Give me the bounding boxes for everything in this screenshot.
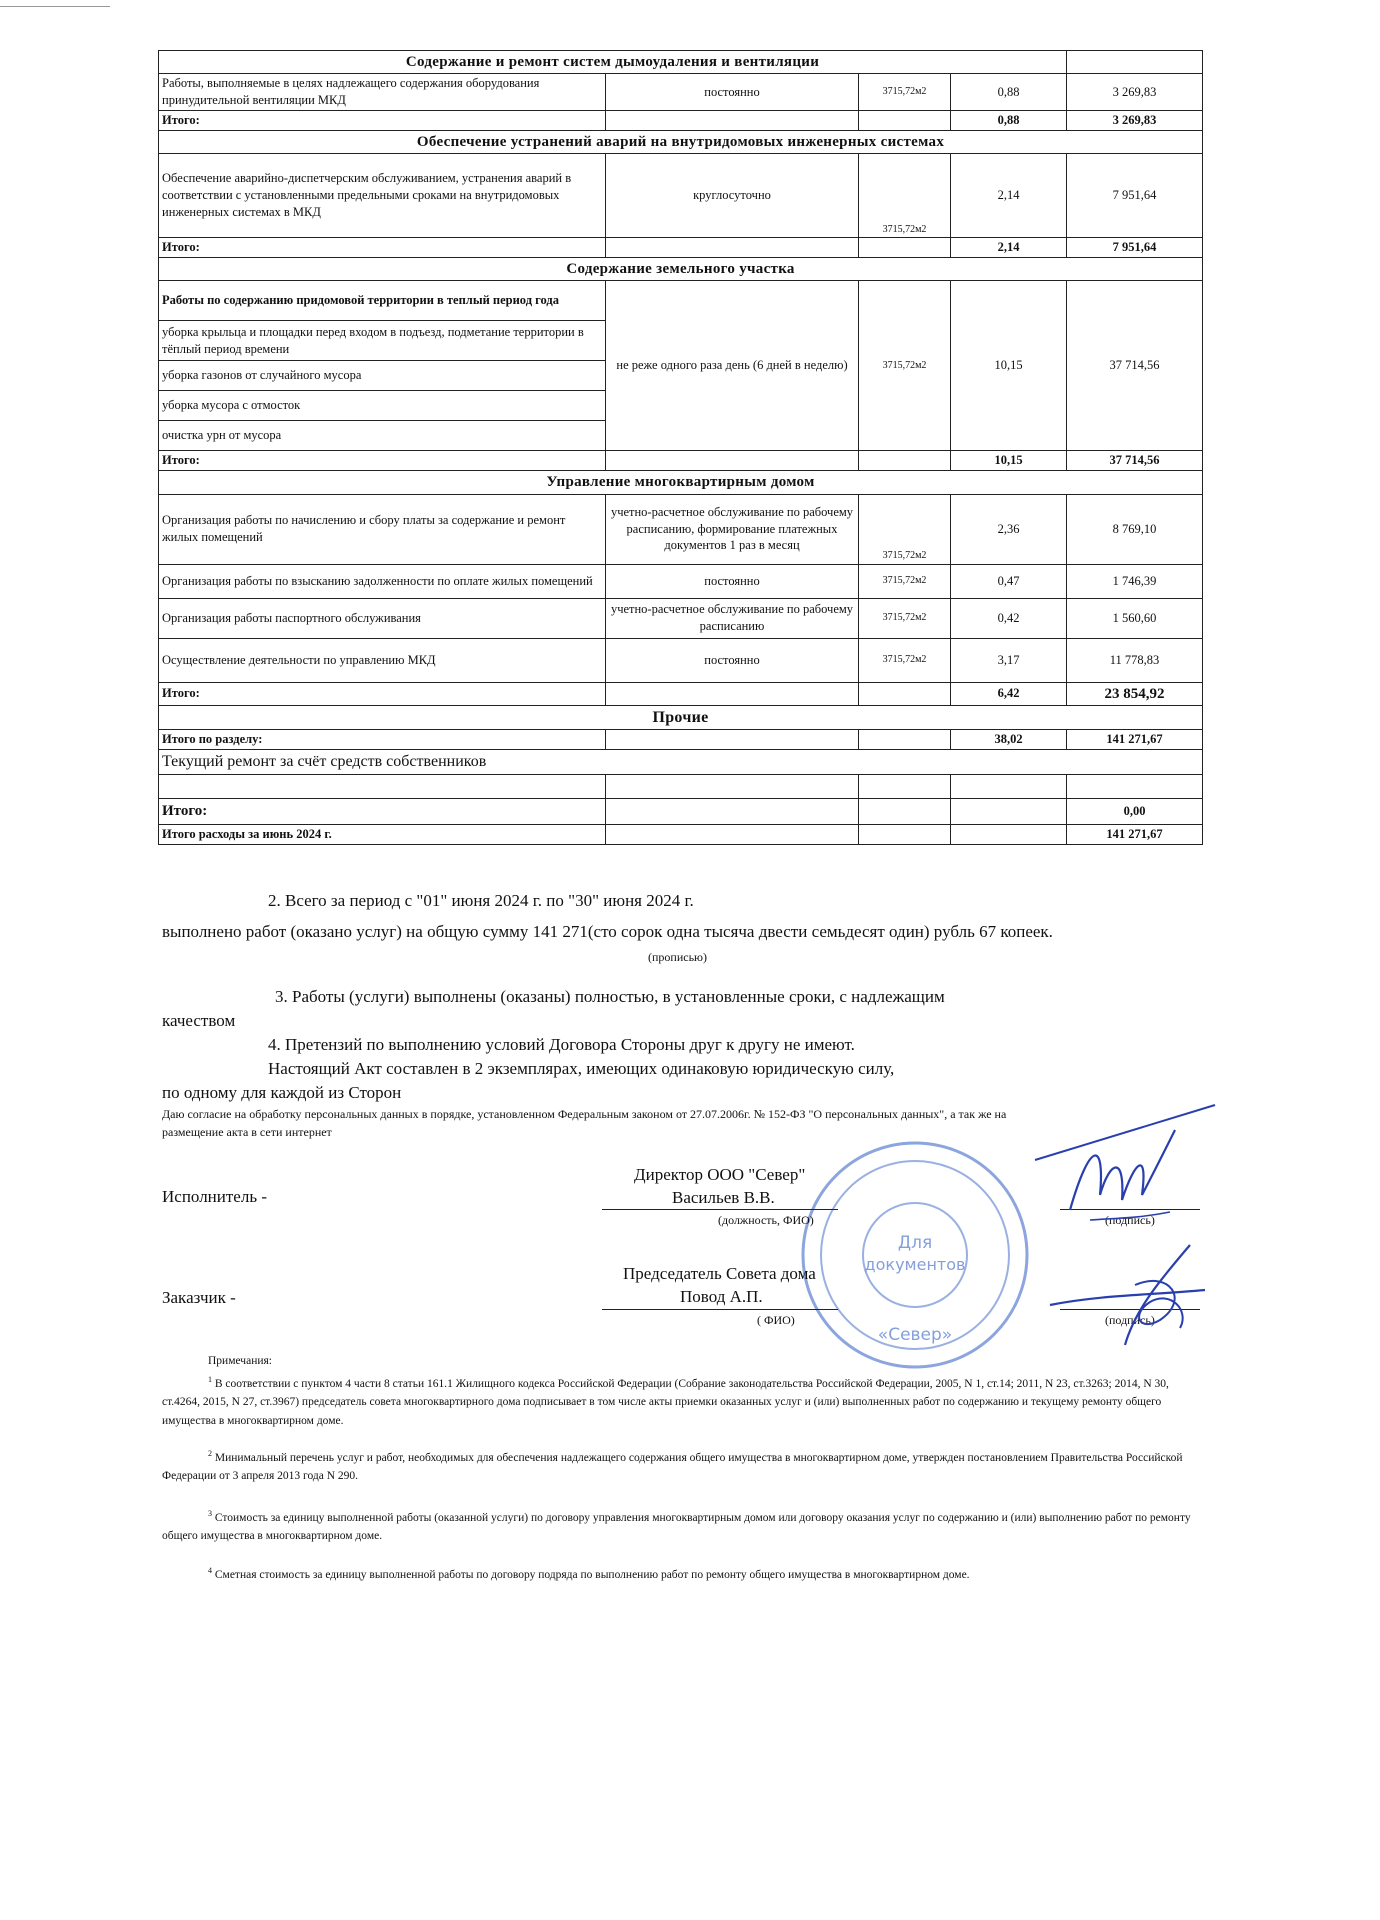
section-title: Управление многоквартирным домом [159, 471, 1203, 494]
work-frequency: учетно-расчетное обслуживание по рабочему расписанию [606, 598, 859, 638]
table-row [159, 774, 1203, 798]
total-row [159, 730, 1203, 750]
table-row [159, 598, 1203, 638]
work-frequency: постоянно [606, 638, 859, 682]
executor-label: Исполнитель - [162, 1187, 267, 1206]
work-area: 3715,72м2 [859, 564, 951, 598]
section-total-label: Итого по разделу: [159, 730, 606, 750]
work-rate: 0,42 [951, 598, 1067, 638]
scan-top-line [0, 6, 110, 7]
stamp-center-text: документов [864, 1255, 966, 1274]
executor-name: Васильев В.В. [672, 1188, 775, 1207]
section-title: Прочие [159, 705, 1203, 730]
section-title: Текущий ремонт за счёт средств собственников [159, 750, 1203, 775]
work-sum: 3 269,83 [1067, 74, 1203, 111]
work-item: очистка урн от мусора [159, 421, 606, 451]
work-sum: 1 746,39 [1067, 564, 1203, 598]
total-row [159, 451, 1203, 471]
work-rate: 0,47 [951, 564, 1067, 598]
total-row [159, 798, 1203, 824]
works-completed-text-cont: качеством [162, 1011, 236, 1030]
period-text: 2. Всего за период с "01" июня 2024 г. по "30" июня 2024 г. [268, 891, 694, 910]
total-sum: 3 269,83 [1067, 111, 1203, 131]
work-name: Обеспечение аварийно-диспетчерским обслуживанием, устранения аварий в соответствии с установленными предельными сроками на внутридомовых инженерных системах в МКД [159, 154, 606, 238]
section-header-row [159, 130, 1203, 153]
work-rate: 3,17 [951, 638, 1067, 682]
work-name: Осуществление деятельности по управлению МКД [159, 638, 606, 682]
total-row [159, 238, 1203, 258]
work-name: Организация работы по взысканию задолженности по оплате жилых помещений [159, 564, 606, 598]
customer-position: Председатель Совета дома [623, 1264, 816, 1283]
work-rate: 2,14 [951, 154, 1067, 238]
grand-total-row [159, 824, 1203, 844]
work-frequency: круглосуточно [606, 154, 859, 238]
note-3: $^3$ Стоимость за единицу выполненной работы (оказанной услуги) по договору управления многоквартирным домом или договору оказания услуг по содержанию и (или) выполнению работ по ремонту общего имущества в многоквартирном доме. [162, 1509, 1191, 1543]
total-sum: 7 951,64 [1067, 238, 1203, 258]
work-area: 3715,72м2 [859, 638, 951, 682]
work-name: Работы, выполняемые в целях надлежащего содержания оборудования принудительной вентиляции МКД [159, 74, 606, 111]
works-completed-text: 3. Работы (услуги) выполнены (оказаны) полностью, в установленные сроки, с надлежащим [275, 987, 945, 1006]
total-row [159, 682, 1203, 705]
work-sum: 8 769,10 [1067, 494, 1203, 564]
table-row [159, 564, 1203, 598]
section-title: Содержание земельного участка [159, 258, 1203, 281]
notes-title: Примечания: [208, 1355, 272, 1367]
total-amount-text: выполнено работ (оказано услуг) на общую сумму 141 271(сто сорок одна тысяча двести семьдесят один) рубль 67 копеек. [162, 922, 1053, 941]
total-label: Итого: [159, 451, 606, 471]
table-row [159, 638, 1203, 682]
consent-text-cont: размещение акта в сети интернет [162, 1125, 332, 1139]
work-rate: 10,15 [951, 281, 1067, 451]
note-3-text: Стоимость за единицу выполненной работы (оказанной услуги) по договору управления многоквартирным домом или договору оказания услуг по содержанию и (или) выполнению работ по ремонту общего имущества в многоквартирном доме. [162, 1511, 1191, 1543]
work-sum: 11 778,83 [1067, 638, 1203, 682]
section-title: Обеспечение устранений аварий на внутридомовых инженерных системах [159, 130, 1203, 153]
work-area: 3715,72м2 [859, 494, 951, 564]
total-sum: 37 714,56 [1067, 451, 1203, 471]
executor-name-line [602, 1209, 838, 1210]
work-name: Организация работы паспортного обслуживания [159, 598, 606, 638]
total-row [159, 111, 1203, 131]
work-area: 3715,72м2 [859, 154, 951, 238]
stamp-center-text: Для [897, 1233, 933, 1253]
work-area: 3715,72м2 [859, 281, 951, 451]
work-frequency: не реже одного раза день (6 дней в неделю) [606, 281, 859, 451]
work-name: Организация работы по начислению и сбору платы за содержание и ремонт жилых помещений [159, 494, 606, 564]
section-header-row [159, 705, 1203, 730]
table-row [159, 494, 1203, 564]
no-claims-text: 4. Претензий по выполнению условий Договора Стороны друг к другу не имеют. [268, 1035, 855, 1054]
table-row [159, 154, 1203, 238]
executor-position: Директор ООО "Север" [634, 1165, 806, 1184]
propisyu-caption: (прописью) [648, 950, 708, 964]
work-group-name: Работы по содержанию придомовой территории в теплый период года [159, 281, 606, 321]
total-label: Итого: [159, 238, 606, 258]
work-frequency: постоянно [606, 564, 859, 598]
section-header-row [159, 750, 1203, 775]
executor-sign-caption: (подпись) [1105, 1213, 1155, 1227]
total-rate: 0,88 [951, 111, 1067, 131]
section-total-sum: 141 271,67 [1067, 730, 1203, 750]
note-4-text: Сметная стоимость за единицу выполненной работы по договору подряда по выполнению работ по ремонту общего имущества в многоквартирном доме. [214, 1568, 970, 1581]
stamp-company: «Север» [877, 1325, 953, 1345]
services-table [158, 50, 1203, 845]
note-1-text: В соответствии с пунктом 4 части 8 статьи 161.1 Жилищного кодекса Российской Федерации (Собрание законодательства Российской Федерации, 2005, N 1, ст.14; 2011, N 23, ст.3263; 2014, N 30, ст.4264, 2015, N 27, ст.3967) председатель совета многоквартирного дома подписывает в том числе акты приемки оказанных услуг и (или) выполненных работ по содержанию и текущему ремонту общего имущества в многоквартирном доме. [162, 1377, 1169, 1427]
work-item: уборка газонов от случайного мусора [159, 361, 606, 391]
section-header-row [159, 258, 1203, 281]
table-row [159, 281, 1203, 321]
section-title: Содержание и ремонт систем дымоудаления и вентиляции [159, 51, 1067, 74]
work-rate: 2,36 [951, 494, 1067, 564]
work-area: 3715,72м2 [859, 598, 951, 638]
work-sum: 1 560,60 [1067, 598, 1203, 638]
customer-label: Заказчик - [162, 1288, 236, 1307]
work-sum: 7 951,64 [1067, 154, 1203, 238]
table-row [159, 74, 1203, 111]
grand-total-sum: 141 271,67 [1067, 824, 1203, 844]
total-sum: 0,00 [1067, 798, 1203, 824]
note-1: $^1$ В соответствии с пунктом 4 части 8 статьи 161.1 Жилищного кодекса Российской Федерации (Собрание законодательства Российской Федерации, 2005, N 1, ст.14; 2011, N 23, ст.3263; 2014, N 30, ст.4264, 2015, N 27, ст.3967) председатель совета многоквартирного дома подписывает в том числе акты приемки оказанных услуг и (или) выполненных работ по содержанию и текущему ремонту общего имущества в многоквартирном доме. [162, 1375, 1169, 1427]
work-frequency: учетно-расчетное обслуживание по рабочему расписанию, формирование платежных документов 1 раз в месяц [606, 494, 859, 564]
note-2-text: Минимальный перечень услуг и работ, необходимых для обеспечения надлежащего содержания общего имущества в многоквартирном доме, утвержден постановлением Правительства Российской Федерации от 3 апреля 2013 года N 290. [162, 1451, 1183, 1483]
executor-caption: (должность, ФИО) [718, 1213, 814, 1227]
executor-signature [1030, 1100, 1220, 1230]
total-label: Итого: [159, 798, 606, 824]
note-2: $^2$ Минимальный перечень услуг и работ, необходимых для обеспечения надлежащего содержания общего имущества в многоквартирном доме, утвержден постановлением Правительства Российской Федерации от 3 апреля 2013 года N 290. [162, 1449, 1183, 1483]
work-sum: 37 714,56 [1067, 281, 1203, 451]
total-label: Итого: [159, 111, 606, 131]
total-rate: 6,42 [951, 682, 1067, 705]
total-rate: 2,14 [951, 238, 1067, 258]
section-total-rate: 38,02 [951, 730, 1067, 750]
work-area: 3715,72м2 [859, 74, 951, 111]
total-label: Итого: [159, 682, 606, 705]
work-item: уборка крыльца и площадки перед входом в подъезд, подметание территории в тёплый период времени [159, 321, 606, 361]
customer-name-line [602, 1309, 838, 1310]
company-stamp [795, 1135, 1035, 1375]
section-header-row [159, 51, 1203, 74]
work-frequency: постоянно [606, 74, 859, 111]
customer-signature [1040, 1240, 1210, 1350]
grand-total-label: Итого расходы за июнь 2024 г. [159, 824, 606, 844]
total-sum: 23 854,92 [1067, 682, 1203, 705]
work-rate: 0,88 [951, 74, 1067, 111]
customer-sign-caption: (подпись) [1105, 1313, 1155, 1327]
copies-text-cont: по одному для каждой из Сторон [162, 1083, 402, 1102]
work-item: уборка мусора с отмосток [159, 391, 606, 421]
total-rate: 10,15 [951, 451, 1067, 471]
customer-name: Повод А.П. [680, 1287, 763, 1306]
customer-caption: ( ФИО) [757, 1313, 795, 1327]
section-header-row [159, 471, 1203, 494]
consent-text: Даю согласие на обработку персональных данных в порядке, установленном Федеральным законом от 27.07.2006г. № 152-ФЗ "О персональных данных", а так же на [162, 1107, 1007, 1121]
copies-text: Настоящий Акт составлен в 2 экземплярах, имеющих одинаковую юридическую силу, [268, 1059, 895, 1078]
note-4: $^4$ Сметная стоимость за единицу выполненной работы по договору подряда по выполнению работ по ремонту общего имущества в многоквартирном доме. [208, 1566, 970, 1581]
